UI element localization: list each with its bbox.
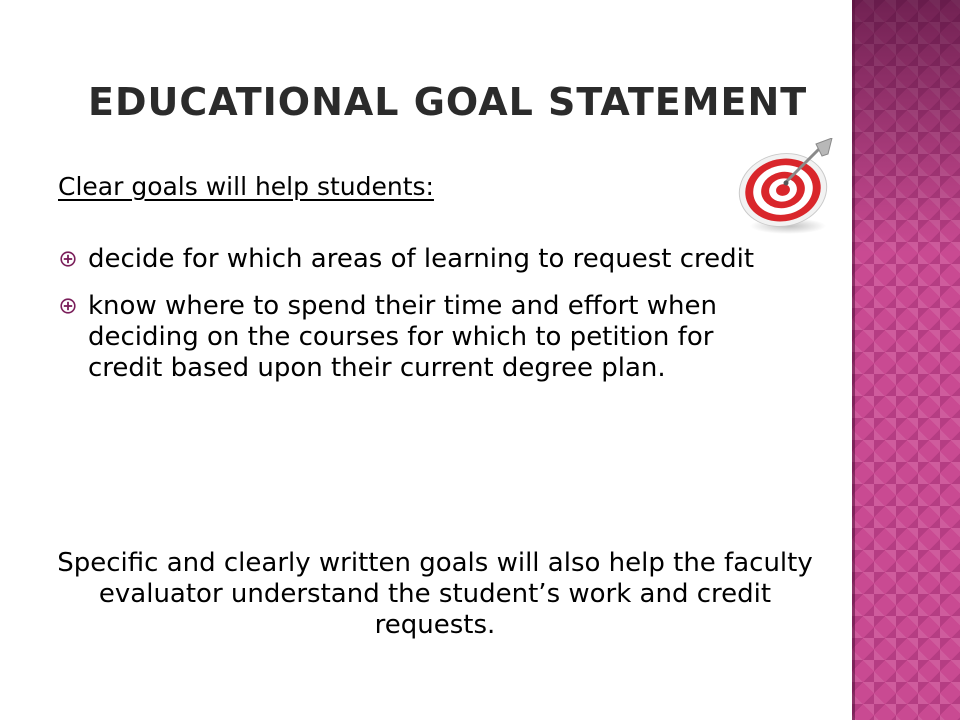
closing-paragraph: Specific and clearly written goals will also help the faculty evaluator understand the student’s work and credit requests. bbox=[57, 548, 813, 640]
slide-subheading: Clear goals will help students: bbox=[58, 172, 434, 201]
side-band-edge bbox=[852, 0, 855, 720]
bullet-item-2 bbox=[60, 291, 780, 384]
circled-plus-bullet-icon bbox=[60, 251, 76, 267]
bullet-text: decide for which areas of learning to request credit bbox=[88, 244, 755, 274]
circled-plus-bullet-icon bbox=[60, 298, 76, 314]
slide-title: EDUCATIONAL GOAL STATEMENT bbox=[88, 80, 808, 124]
target-dart-icon bbox=[728, 138, 838, 238]
decorative-side-band bbox=[852, 0, 960, 720]
bullet-list bbox=[60, 244, 780, 400]
bullet-text: know where to spend their time and effort when deciding on the courses for which to petition for credit based upon their current degree plan. bbox=[88, 291, 717, 383]
bullet-item-1 bbox=[60, 244, 780, 275]
